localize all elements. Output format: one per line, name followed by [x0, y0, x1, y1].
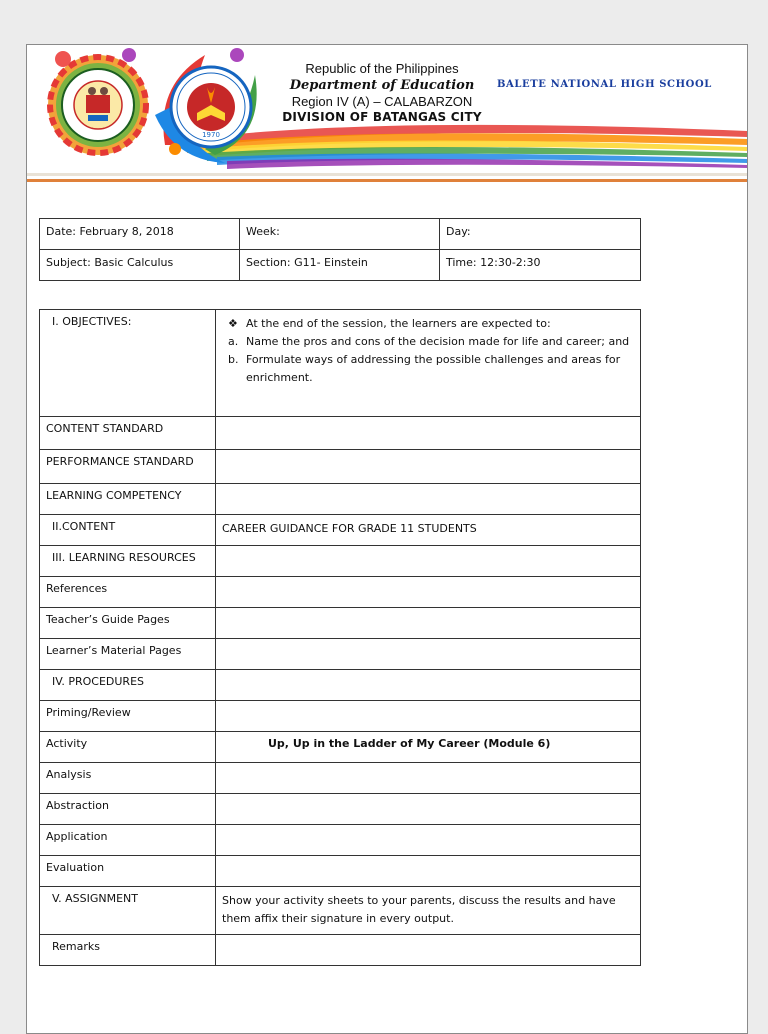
session-info-table [39, 218, 641, 281]
row-value [216, 450, 641, 484]
row-value [216, 639, 641, 670]
row-label: Application [40, 825, 216, 856]
objective-item [222, 351, 634, 387]
time-cell: Time: 12:30-2:30 [440, 250, 641, 281]
row-value [216, 935, 641, 966]
row-label: V. ASSIGNMENT [40, 887, 216, 935]
row-value [216, 577, 641, 608]
row-label: Teacher’s Guide Pages [40, 608, 216, 639]
table-row [40, 608, 641, 639]
row-value [216, 856, 641, 887]
day-cell: Day: [440, 219, 641, 250]
school-name: BALETE NATIONAL HIGH SCHOOL [497, 79, 712, 90]
row-value [216, 608, 641, 639]
table-row [40, 701, 641, 732]
row-label: Abstraction [40, 794, 216, 825]
table-row [40, 887, 641, 935]
objective-marker: a. [228, 335, 239, 348]
row-label: Analysis [40, 763, 216, 794]
table-row [40, 219, 641, 250]
objective-marker: b. [228, 353, 239, 366]
row-label: Evaluation [40, 856, 216, 887]
row-label: Remarks [40, 935, 216, 966]
division-logo [43, 45, 153, 163]
row-label: IV. PROCEDURES [40, 670, 216, 701]
table-row [40, 577, 641, 608]
row-value [216, 701, 641, 732]
objective-item [222, 333, 634, 351]
document-page [26, 44, 748, 1034]
row-label: CONTENT STANDARD [40, 417, 216, 450]
row-label: III. LEARNING RESOURCES [40, 546, 216, 577]
table-row [40, 515, 641, 546]
letterhead-text [277, 61, 487, 125]
objectives-intro [222, 315, 634, 333]
objectives-row [40, 310, 641, 417]
table-row [40, 825, 641, 856]
table-row [40, 670, 641, 701]
row-label: Priming/Review [40, 701, 216, 732]
objectives-intro-text: At the end of the session, the learners are expected to: [246, 317, 551, 330]
school-logo [145, 45, 275, 170]
republic-line: Republic of the Philippines [305, 61, 459, 76]
section-cell: Section: G11- Einstein [240, 250, 440, 281]
division-line: DIVISION OF BATANGAS CITY [282, 110, 482, 124]
row-label: II.CONTENT [40, 515, 216, 546]
table-row [40, 250, 641, 281]
table-row [40, 417, 641, 450]
row-value [216, 670, 641, 701]
plan-rows [40, 417, 641, 966]
table-row [40, 732, 641, 763]
diamond-bullet-icon: ❖ [228, 317, 238, 330]
lesson-plan-table [39, 309, 641, 966]
table-row [40, 794, 641, 825]
row-label: Learner’s Material Pages [40, 639, 216, 670]
subject-cell: Subject: Basic Calculus [40, 250, 240, 281]
table-row [40, 450, 641, 484]
week-cell: Week: [240, 219, 440, 250]
row-label: Activity [40, 732, 216, 763]
row-label: References [40, 577, 216, 608]
objective-text: Name the pros and cons of the decision made for life and career; and [246, 335, 630, 348]
row-value [216, 417, 641, 450]
table-row [40, 763, 641, 794]
row-value [216, 732, 641, 763]
letterhead [27, 45, 747, 185]
table-row [40, 546, 641, 577]
activity-title: Up, Up in the Ladder of My Career (Module 6) [268, 737, 551, 750]
objectives-label: I. OBJECTIVES: [40, 310, 216, 417]
row-label: LEARNING COMPETENCY [40, 484, 216, 515]
row-value [216, 763, 641, 794]
school-logo-year: 1970 [202, 131, 220, 139]
table-row [40, 484, 641, 515]
table-row [40, 856, 641, 887]
date-cell: Date: February 8, 2018 [40, 219, 240, 250]
table-row [40, 639, 641, 670]
row-label: PERFORMANCE STANDARD [40, 450, 216, 484]
objectives-content [216, 310, 641, 417]
region-line: Region IV (A) – CALABARZON [291, 94, 473, 109]
row-value [216, 484, 641, 515]
row-value [216, 546, 641, 577]
department-line: Department of Education [289, 78, 475, 93]
objective-text: Formulate ways of addressing the possible challenges and areas for enrichment. [246, 353, 621, 384]
header-divider [27, 179, 747, 182]
table-row [40, 935, 641, 966]
row-value: Show your activity sheets to your parents, discuss the results and have them affix their signature in every output. [216, 887, 641, 935]
row-value [216, 825, 641, 856]
row-value: CAREER GUIDANCE FOR GRADE 11 STUDENTS [216, 515, 641, 546]
row-value [216, 794, 641, 825]
